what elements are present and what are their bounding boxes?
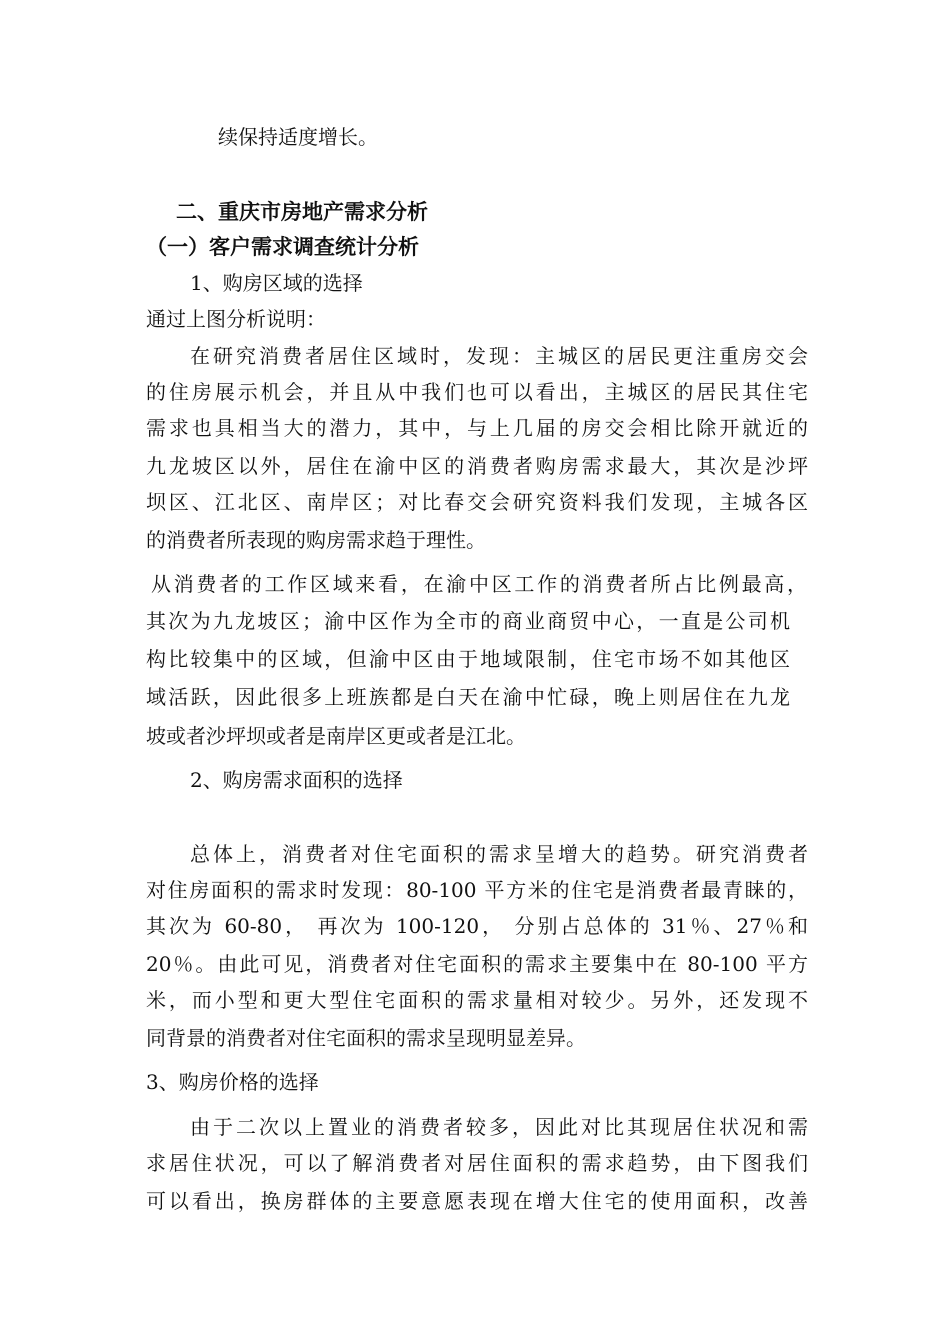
item-heading-1: 1、购房区域的选择 [190, 271, 363, 295]
paragraph-line: 通过上图分析说明： [146, 307, 326, 331]
paragraph-line: 的住房展示机会，并且从中我们也可以看出，主城区的居民其住宅 [146, 380, 808, 404]
paragraph-line: 由于二次以上置业的消费者较多，因此对比其现居住状况和需 [190, 1115, 808, 1139]
paragraph-line: 坡或者沙坪坝或者是南岸区更或者是江北。 [146, 724, 526, 748]
paragraph-line: 从消费者的工作区域来看，在渝中区工作的消费者所占比例最高， [151, 572, 807, 596]
paragraph-line: 在研究消费者居住区域时，发现：主城区的居民更注重房交会 [190, 344, 808, 368]
paragraph-line: 需求也具相当大的潜力，其中，与上几届的房交会相比除开就近的 [146, 416, 808, 440]
paragraph-line: 的消费者所表现的购房需求趋于理性。 [146, 528, 486, 552]
paragraph-line: 米，而小型和更大型住宅面积的需求量相对较少。另外，还发现不 [146, 988, 808, 1012]
section-heading: 二、重庆市房地产需求分析 [176, 199, 428, 224]
paragraph-line: 对住房面积的需求时发现：80-100 平方米的住宅是消费者最青睐的， [146, 878, 808, 902]
paragraph-line: 同背景的消费者对住宅面积的需求呈现明显差异。 [146, 1026, 586, 1050]
paragraph-continuation: 续保持适度增长。 [218, 125, 378, 149]
paragraph-line: 其次为 60-80， 再次为 100-120， 分别占总体的 31％、27％和 [146, 914, 808, 938]
paragraph-line: 坝区、江北区、南岸区；对比春交会研究资料我们发现，主城各区 [146, 490, 808, 514]
paragraph-line: 可以看出，换房群体的主要意愿表现在增大住宅的使用面积，改善 [146, 1189, 808, 1213]
paragraph-line: 其次为九龙坡区；渝中区作为全市的商业商贸中心，一直是公司机 [146, 609, 790, 633]
paragraph-line: 20％。由此可见，消费者对住宅面积的需求主要集中在 80-100 平方 [146, 952, 808, 976]
paragraph-line: 总体上，消费者对住宅面积的需求呈增大的趋势。研究消费者 [190, 842, 808, 866]
item-heading-2: 2、购房需求面积的选择 [190, 768, 403, 792]
paragraph-line: 求居住状况，可以了解消费者对居住面积的需求趋势，由下图我们 [146, 1151, 808, 1175]
paragraph-line: 九龙坡区以外，居住在渝中区的消费者购房需求最大，其次是沙坪 [146, 454, 808, 478]
paragraph-line: 域活跃，因此很多上班族都是白天在渝中忙碌，晚上则居住在九龙 [146, 685, 790, 709]
item-heading-3: 3、购房价格的选择 [146, 1070, 319, 1094]
subsection-heading: （一）客户需求调查统计分析 [146, 234, 419, 259]
paragraph-line: 构比较集中的区域，但渝中区由于地域限制，住宅市场不如其他区 [146, 647, 790, 671]
